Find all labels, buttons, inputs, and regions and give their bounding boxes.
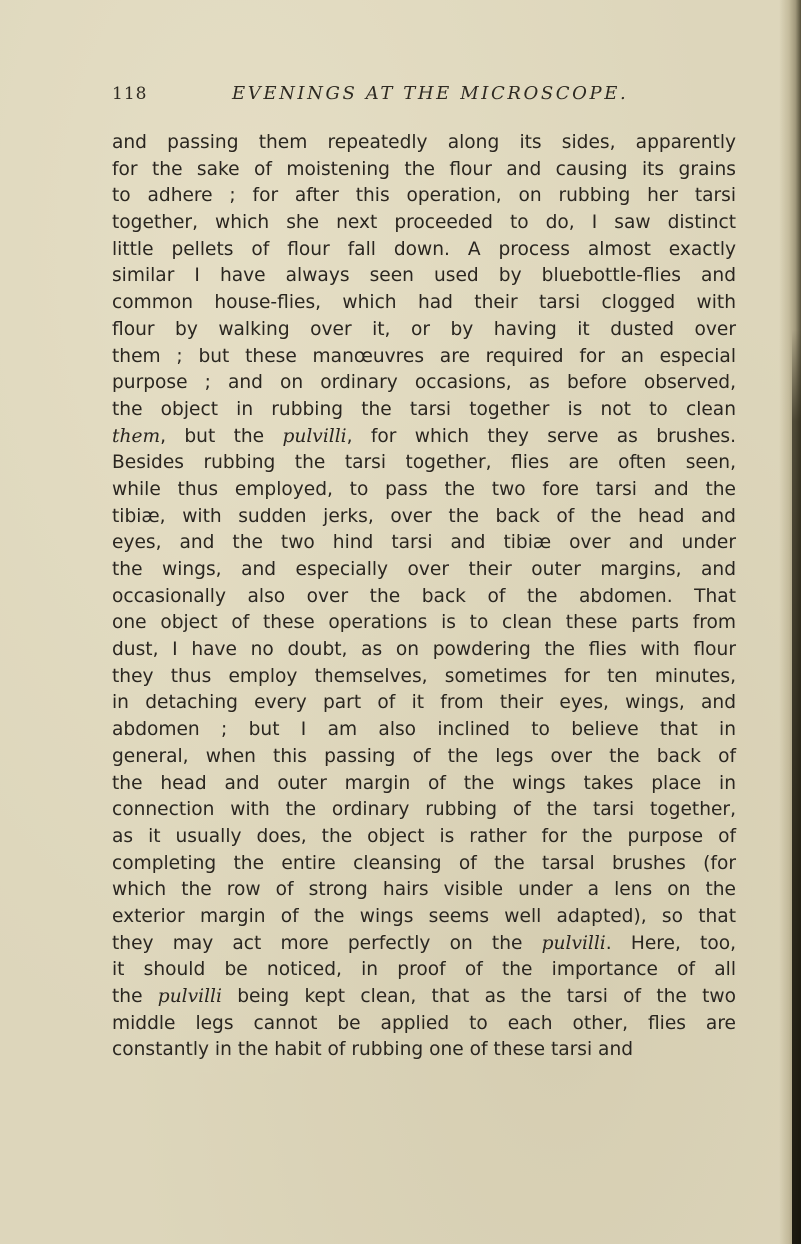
text-line	[112, 450, 736, 477]
text-segment: exterior margin of the wings seems well adapted), so that	[112, 905, 736, 927]
text-segment: connection with the ordinary rubbing of the tarsi together,	[112, 799, 736, 821]
text-segment: in detaching every part of it from their eyes, wings, and	[112, 692, 736, 714]
text-line	[112, 477, 736, 504]
text-line	[112, 370, 736, 397]
text-segment: one object of these operations is to clean these parts from	[112, 612, 736, 634]
text-line	[112, 530, 736, 557]
italic-term: pulvilli	[282, 425, 347, 447]
text-line	[112, 557, 736, 584]
italic-term: pulvilli	[157, 986, 222, 1007]
italic-term: pulvilli	[541, 932, 606, 954]
text-line	[112, 877, 736, 904]
text-line	[112, 183, 736, 210]
text-line	[112, 957, 736, 984]
text-segment: while thus employed, to pass the two fore tarsi and the	[112, 478, 736, 500]
text-segment: them ; but these manœuvres are required for an especial	[112, 345, 736, 367]
text-line	[112, 584, 736, 611]
text-line	[112, 824, 736, 851]
text-line	[112, 690, 736, 717]
text-line	[112, 1037, 736, 1064]
text-line	[112, 237, 736, 264]
text-line	[112, 290, 736, 317]
text-segment: Besides rubbing the tarsi together, flies are often seen,	[112, 452, 736, 474]
text-line	[112, 904, 736, 931]
text-line	[112, 317, 736, 344]
text-segment: the	[112, 986, 158, 1007]
text-line	[112, 263, 736, 290]
text-segment: to adhere ; for after this operation, on rubbing her tarsi	[112, 185, 736, 207]
text-segment: eyes, and the two hind tarsi and tibiæ over and under	[112, 532, 736, 554]
text-segment: as it usually does, the object is rather for the purpose of	[112, 825, 736, 847]
text-segment: flour by walking over it, or by having it dusted over	[112, 318, 736, 340]
text-line	[112, 744, 736, 771]
text-segment: completing the entire cleansing of the tarsal brushes (for	[112, 852, 736, 874]
text-segment: constantly in the habit of rubbing one of these tarsi and	[112, 1039, 634, 1061]
text-line	[112, 397, 736, 424]
text-segment: , but the	[160, 425, 283, 447]
page-header	[112, 84, 712, 114]
text-segment: together, which she next proceeded to do, I saw distinct	[112, 212, 736, 234]
text-line	[112, 637, 736, 664]
text-segment: they may act more perfectly on the	[112, 932, 542, 954]
text-segment: dust, I have no doubt, as on powdering the flies with flour	[112, 639, 736, 661]
text-segment: general, when this passing of the legs over the back of	[112, 745, 736, 767]
text-line	[112, 610, 736, 637]
text-line	[112, 130, 736, 157]
text-line	[112, 797, 736, 824]
text-segment: they thus employ themselves, sometimes for ten minutes,	[112, 665, 736, 687]
text-line	[112, 984, 736, 1011]
text-line	[112, 771, 736, 798]
body-text	[112, 130, 736, 1064]
italic-term: them	[112, 425, 161, 447]
text-segment: purpose ; and on ordinary occasions, as before observed,	[112, 372, 736, 394]
text-line	[112, 424, 736, 451]
text-line	[112, 344, 736, 371]
text-segment: for the sake of moistening the flour and causing its grains	[112, 158, 736, 180]
text-line	[112, 210, 736, 237]
text-segment: the wings, and especially over their outer margins, and	[112, 559, 736, 580]
text-segment: the head and outer margin of the wings takes place in	[112, 772, 736, 794]
text-line	[112, 1011, 736, 1038]
text-segment: similar I have always seen used by bluebottle-flies and	[112, 265, 736, 287]
text-line	[112, 504, 736, 531]
text-segment: middle legs cannot be applied to each other, flies are	[112, 1012, 736, 1034]
text-line	[112, 664, 736, 691]
text-segment: and passing them repeatedly along its sides, apparently	[112, 132, 736, 153]
text-segment: the object in rubbing the tarsi together is not to clean	[112, 398, 736, 420]
text-segment: it should be noticed, in proof of the importance of all	[112, 959, 736, 981]
text-segment: little pellets of flour fall down. A process almost exactly	[112, 238, 736, 260]
text-segment: , for which they serve as brushes.	[346, 425, 736, 447]
text-line	[112, 931, 736, 958]
page-edge-binding	[792, 330, 801, 1244]
text-segment: occasionally also over the back of the abdomen. That	[112, 585, 736, 607]
text-segment: being kept clean, that as the tarsi of the two	[221, 986, 736, 1007]
page-number: 118	[112, 84, 148, 104]
text-segment: abdomen ; but I am also inclined to believe that in	[112, 719, 736, 741]
text-segment: . Here, too,	[605, 932, 736, 954]
text-line	[112, 717, 736, 744]
text-line	[112, 157, 736, 184]
text-segment: which the row of strong hairs visible under a lens on the	[112, 879, 736, 901]
running-title: EVENINGS AT THE MICROSCOPE.	[232, 83, 629, 104]
text-line	[112, 851, 736, 878]
text-segment: tibiæ, with sudden jerks, over the back of the head and	[112, 505, 736, 527]
text-segment: common house-flies, which had their tarsi clogged with	[112, 292, 736, 314]
